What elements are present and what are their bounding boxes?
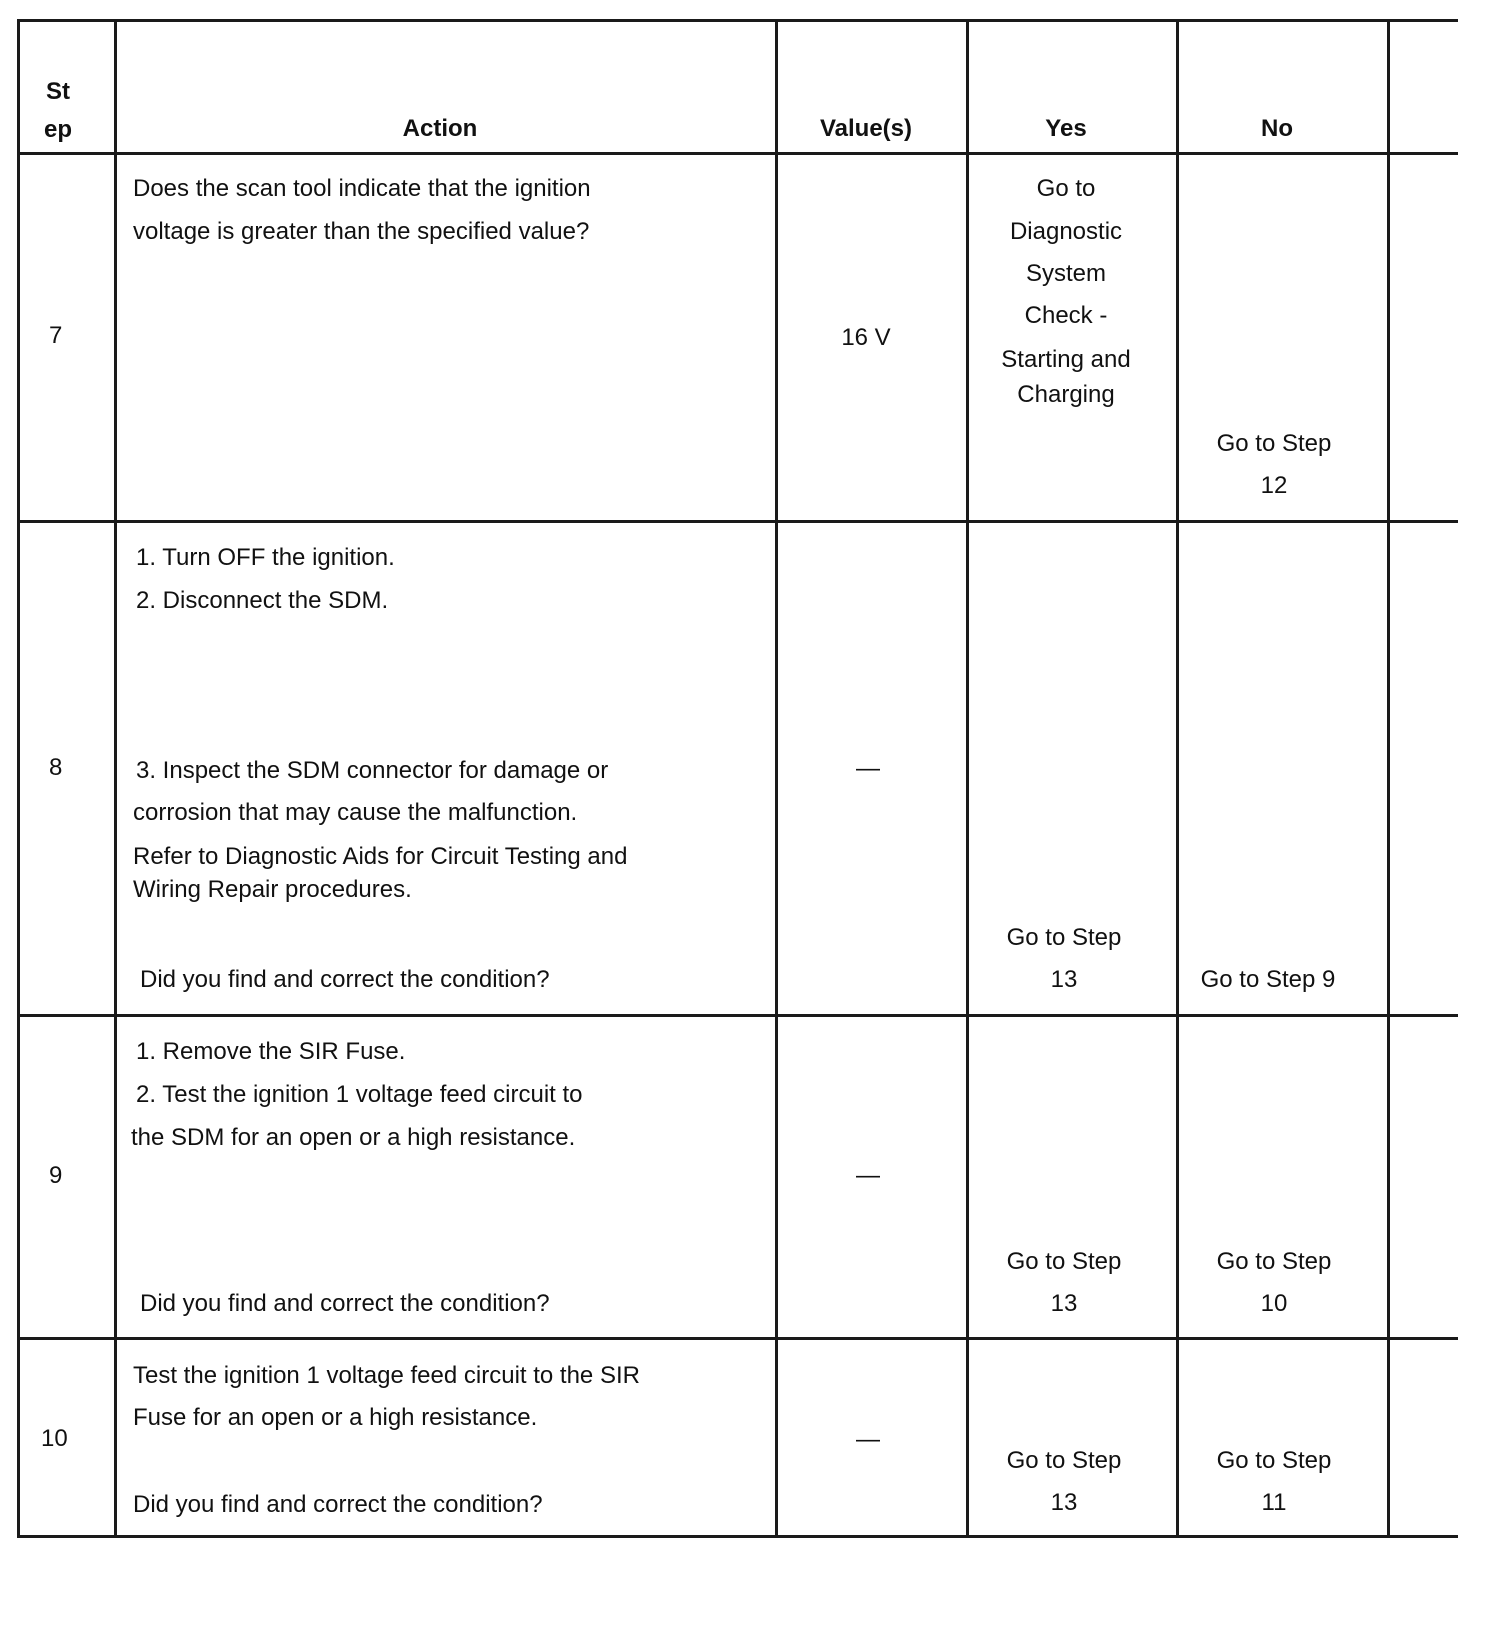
step-number: 8 — [49, 754, 63, 781]
action-line: voltage is greater than the specified value? — [133, 218, 590, 245]
column-divider — [1176, 19, 1179, 1538]
table-border-right — [1387, 19, 1390, 1538]
no-cell-line: Go to Step 9 — [1200, 966, 1336, 993]
no-cell-line: Go to Step — [1216, 430, 1332, 457]
header-yes: Yes — [1045, 115, 1087, 142]
row-divider — [17, 520, 1458, 523]
no-cell-line: 10 — [1260, 1290, 1288, 1317]
header-values: Value(s) — [819, 115, 913, 142]
action-line: 3. Inspect the SDM connector for damage or — [136, 757, 609, 784]
action-line: Refer to Diagnostic Aids for Circuit Testing and — [133, 843, 628, 870]
step-number: 9 — [49, 1162, 63, 1189]
action-line: 2. Test the ignition 1 voltage feed circuit to — [136, 1081, 583, 1108]
yes-cell-line: Go to Step — [1006, 1447, 1122, 1474]
no-cell-line: 12 — [1260, 472, 1288, 499]
yes-cell-line: 13 — [1050, 1489, 1078, 1516]
column-divider — [775, 19, 778, 1538]
action-line: corrosion that may cause the malfunction. — [133, 799, 578, 826]
header-divider — [17, 152, 1458, 155]
action-line: Test the ignition 1 voltage feed circuit to the SIR — [133, 1362, 640, 1389]
action-line: Did you find and correct the condition? — [140, 966, 550, 993]
header-step-line2: ep — [44, 116, 73, 143]
action-line: 1. Remove the SIR Fuse. — [136, 1038, 406, 1065]
no-cell-line: 11 — [1261, 1489, 1287, 1516]
yes-cell-line: Go to — [1036, 175, 1096, 202]
table-border-bottom — [17, 1535, 1458, 1538]
step-number: 7 — [49, 322, 63, 349]
action-line: Did you find and correct the condition? — [140, 1290, 550, 1317]
action-line: Wiring Repair procedures. — [133, 876, 412, 903]
action-line: 2. Disconnect the SDM. — [136, 587, 389, 614]
row-divider — [17, 1337, 1458, 1340]
column-divider — [114, 19, 117, 1538]
yes-cell-line: 13 — [1050, 1290, 1078, 1317]
yes-cell-line: Diagnostic — [1009, 218, 1123, 245]
yes-cell-line: Charging — [1017, 381, 1115, 408]
yes-cell-line: System — [1025, 260, 1107, 287]
step-number: 10 — [41, 1425, 68, 1452]
no-cell-line: Go to Step — [1216, 1447, 1332, 1474]
value-cell: — — [856, 1162, 880, 1189]
no-cell-line: Go to Step — [1216, 1248, 1332, 1275]
row-divider — [17, 1014, 1458, 1017]
yes-cell-line: Go to Step — [1006, 1248, 1122, 1275]
action-line: Fuse for an open or a high resistance. — [133, 1404, 538, 1431]
yes-cell-line: Check - — [1024, 302, 1108, 329]
action-line: Did you find and correct the condition? — [133, 1491, 543, 1518]
table-border-top — [17, 19, 1458, 22]
column-divider — [966, 19, 969, 1538]
action-line: the SDM for an open or a high resistance. — [131, 1124, 576, 1151]
value-cell: — — [856, 755, 880, 782]
table-border-left — [17, 19, 20, 1538]
value-cell: — — [856, 1426, 880, 1453]
yes-cell-line: 13 — [1050, 966, 1078, 993]
action-line: 1. Turn OFF the ignition. — [136, 544, 395, 571]
value-cell: 16 V — [841, 324, 891, 351]
yes-cell-line: Starting and — [1001, 346, 1131, 373]
header-action: Action — [402, 115, 478, 142]
header-step-line1: St — [46, 78, 70, 105]
yes-cell-line: Go to Step — [1006, 924, 1122, 951]
action-line: Does the scan tool indicate that the ignition — [133, 175, 591, 202]
header-no: No — [1261, 115, 1293, 142]
